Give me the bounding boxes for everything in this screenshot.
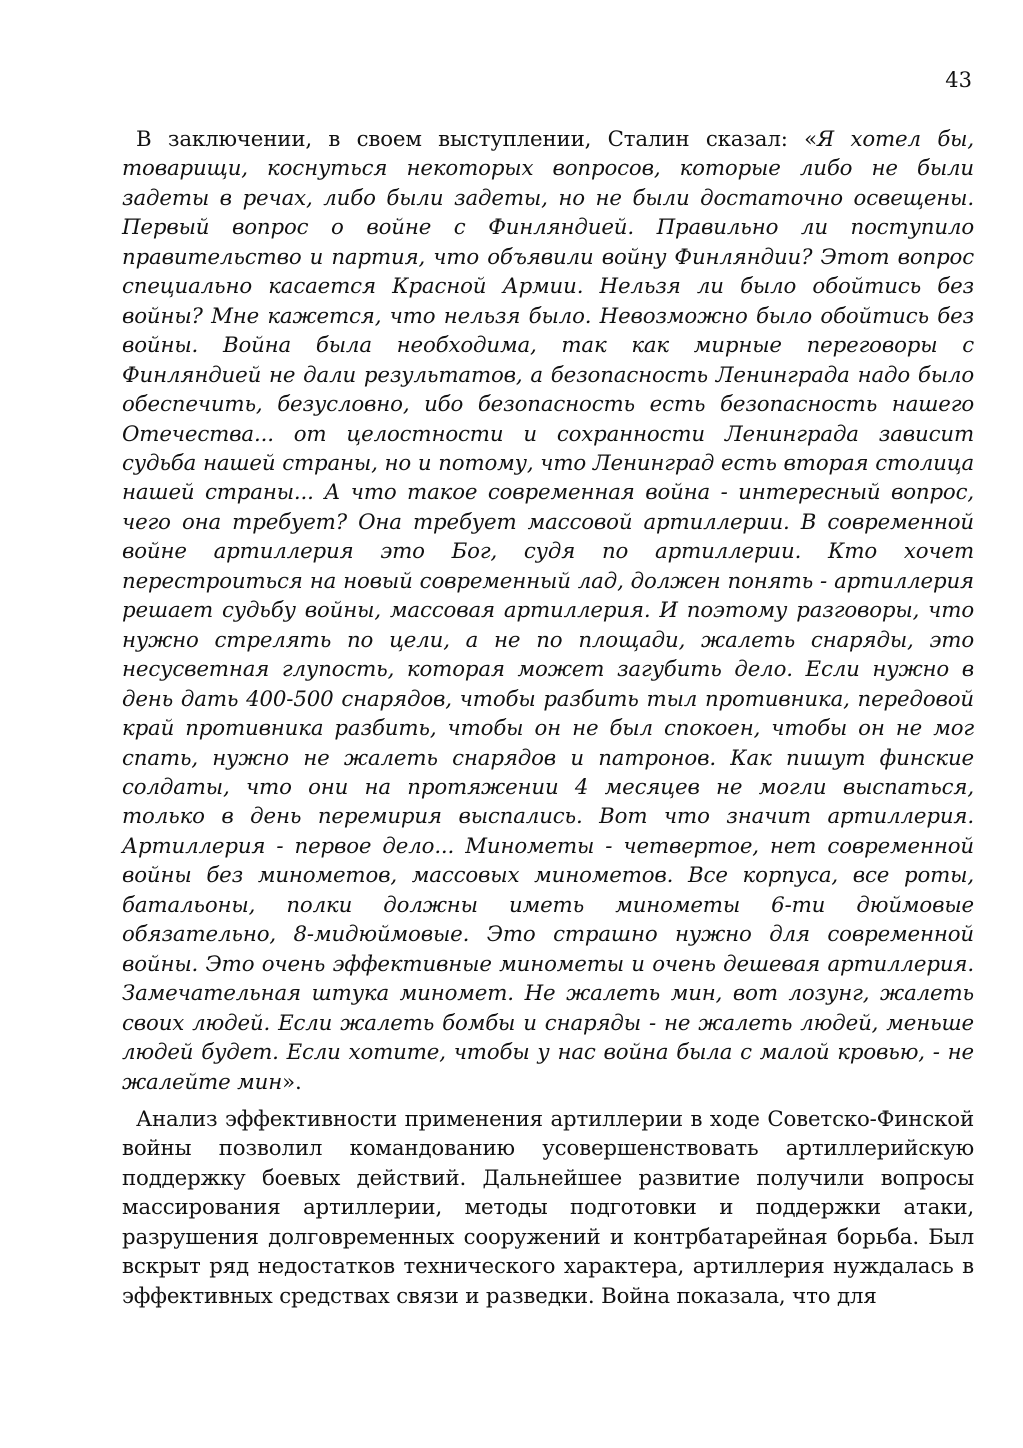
stalin-quote-paragraph (122, 125, 974, 1097)
analysis-paragraph: Анализ эффективности применения артиллерии в ходе Советско-Финской войны позволил командованию усовершенствовать артиллерийскую поддержку боевых действий. Дальнейшее развитие получили вопросы массирования артиллерии, методы подготовки и поддержки атаки, разрушения долговременных сооружений и контрбатарейная борьба. Был вскрыт ряд недостатков технического характера, артиллерия нуждалась в эффективных средствах связи и разведки. Война показала, что для (122, 1107, 974, 1309)
page-number: 43 (945, 68, 972, 92)
quote-text: Я хотел бы, товарищи, коснуться некоторых вопросов, которые либо не были задеты в речах, либо были задеты, но не были достаточно освещены. Первый вопрос о войне с Финляндией. Правильно ли поступило правительство и партия, что объявили войну Финляндии? Этот вопрос специально касается Красной Армии. Нельзя ли было обойтись без войны? Мне кажется, что нельзя было. Невозможно было обойтись без войны. Война была необходима, так как мирные переговоры с Финляндией не дали результатов, а безопасность Ленинграда надо было обеспечить, безусловно, ибо безопасность есть безопасность нашего Отечества... от целостности и сохранности Ленинграда зависит судьба нашей страны, но и потому, что Ленинград есть вторая столица нашей страны... А что такое современная война - интересный вопрос, чего она требует? Она требует массовой артиллерии. В современной войне артиллерия это Бог, судя по артиллерии. Кто хочет перестроиться на новый современный лад, должен понять - артиллерия решает судьбу войны, массовая артиллерия. И поэтому разговоры, что нужно стрелять по цели, а не по площади, жалеть снаряды, это несусветная глупость, которая может загубить дело. Если нужно в день дать 400-500 снарядов, чтобы разбить тыл противника, передовой край противника разбить, чтобы он не был спокоен, чтобы он не мог спать, нужно не жалеть снарядов и патронов. Как пишут финские солдаты, что они на протяжении 4 месяцев не могли выспаться, только в день перемирия выспались. Вот что значит артиллерия. Артиллерия - первое дело... Минометы - четвертое, нет современной войны без минометов, массовых минометов. Все корпуса, все роты, батальоны, полки должны иметь минометы 6-ти дюймовые обязательно, 8-мидюймовые. Это страшно нужно для современной войны. Это очень эффективные минометы и очень дешевая артиллерия. Замечательная штука миномет. Не жалеть мин, вот лозунг, жалеть своих людей. Если жалеть бомбы и снаряды - не жалеть людей, меньше людей будет. Если хотите, чтобы у нас война была с малой кровью, - не жалейте мин (122, 127, 974, 1095)
paragraph-lead-text: В заключении, в своем выступлении, Сталин сказал: « (136, 127, 818, 152)
paragraph-tail-text: ». (282, 1069, 302, 1095)
